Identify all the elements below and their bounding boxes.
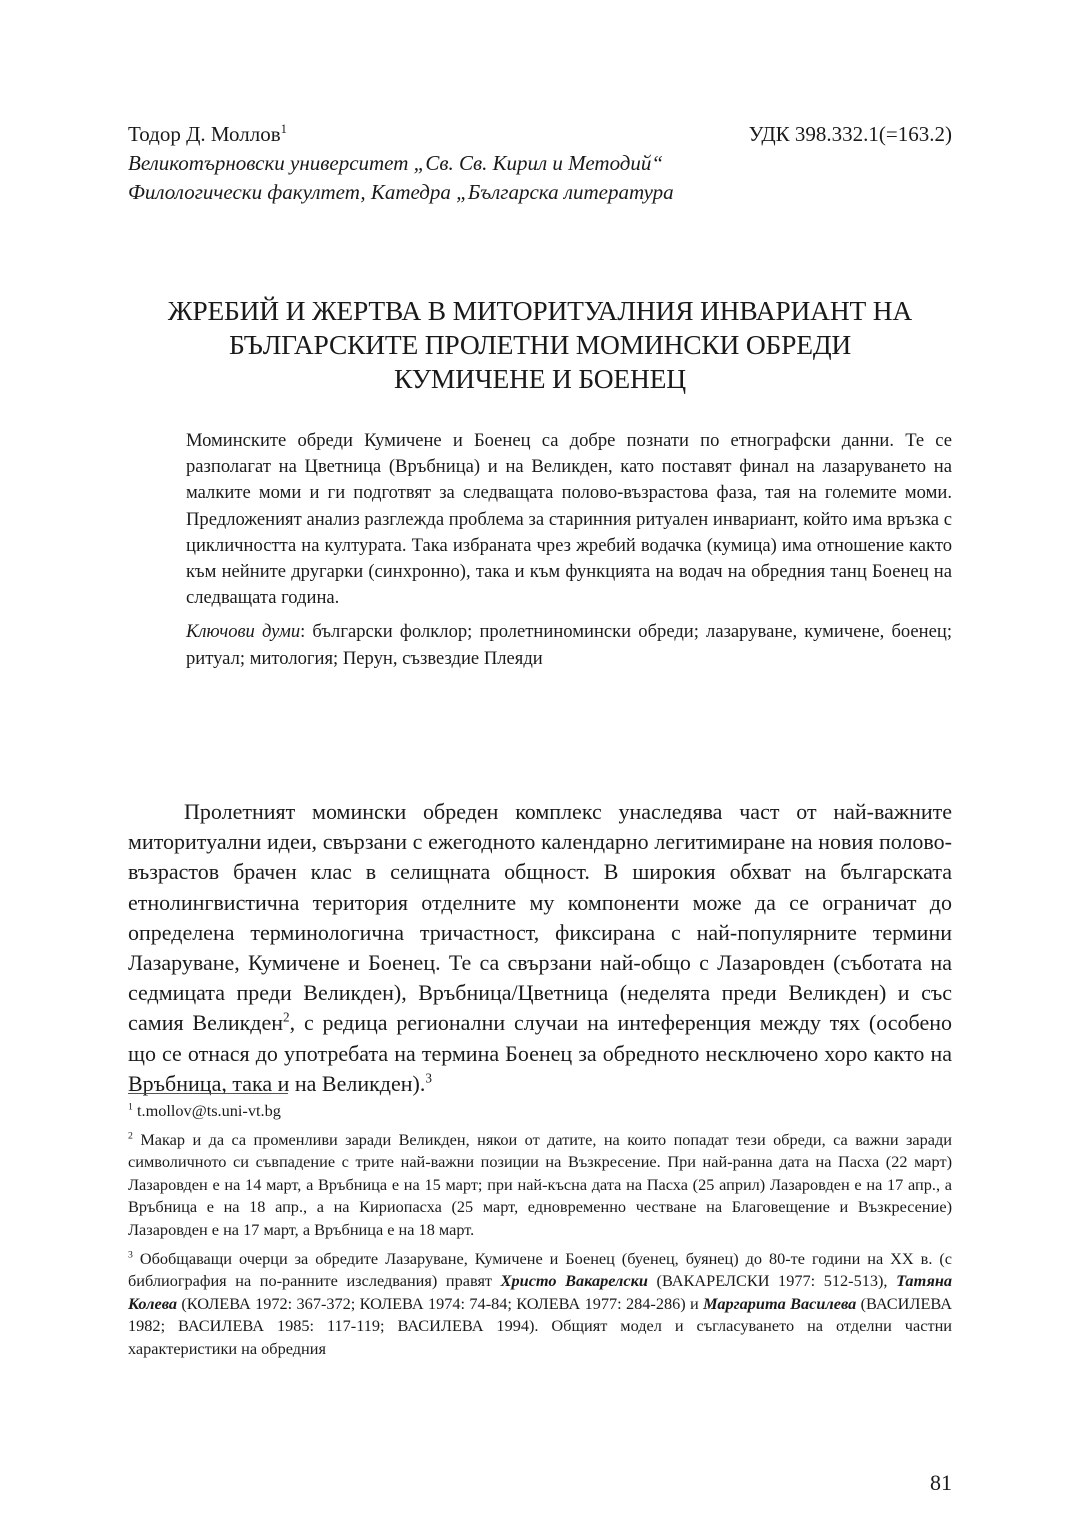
article-header	[128, 120, 952, 207]
abstract-text: Моминските обреди Кумичене и Боенец са добре познати по етнографски данни. Те се разполагат на Цветница (Връбница) и на Великден, като поставят финал на лазаруването на малките моми и ги подготвят за следващата полово-възрастова фаза, тая на големите моми. Предложеният анализ разглежда проблема за старинния ритуален инвариант, който има връзка с цикличността на културата. Така избраната чрез жребий водачка (кумица) има отношение както към нейните другарки (синхронно), така и към функцията на водач на обредния танц Боенец на следващата година.	[186, 430, 952, 609]
affiliation-department: Филологически факултет, Катедра „Българска литература	[128, 180, 674, 204]
footnote-text: Обобщаващи очерци за обредите Лазаруване, Кумичене и Боенец (буенец, буянец) до 80-те години на XX в. (с библиография на по-ранните изследвания) правят	[128, 1248, 952, 1291]
author-row	[128, 120, 952, 149]
title-line-2: БЪЛГАРСКИТЕ ПРОЛЕТНИ МОМИНСКИ ОБРЕДИ	[228, 329, 852, 360]
body-text	[128, 797, 952, 1099]
keywords	[186, 619, 952, 671]
footnote-text: (ВАКАРЕЛСКИ 1977: 512-513),	[647, 1271, 897, 1291]
article-title	[128, 294, 952, 396]
footnotes	[128, 1100, 952, 1367]
affiliation-university: Великотърновски университет „Св. Св. Кирил и Методий“	[128, 151, 664, 175]
keywords-label: Ключови думи	[186, 621, 301, 643]
page-number: 81	[930, 1470, 952, 1495]
footnote-ref-3[interactable]: 3	[425, 1070, 432, 1086]
footnote-number: 2	[128, 1130, 133, 1142]
keywords-text: : български фолклор; пролетниномински обреди; лазаруване, кумичене, боенец; ритуал; митология; Перун, съзвездие Плеяди	[186, 621, 953, 669]
footnote-text: (КОЛЕВА 1972: 367-372; КОЛЕВА 1974: 74-84; КОЛЕВА 1977: 284-286) и	[177, 1293, 704, 1313]
body-paragraph	[128, 797, 952, 1099]
abstract	[186, 428, 952, 672]
footnote-text: (ВАСИЛЕВА 1982; ВАСИЛЕВА 1985: 117-119; ВАСИЛЕВА 1994). Общият модел и съгласуването на отделни частни характеристики на обредния	[128, 1293, 953, 1358]
footnote-number: 3	[128, 1249, 133, 1261]
cited-author-name: Христо Вакарелски	[500, 1271, 648, 1291]
footnote-ref-2[interactable]: 2	[283, 1010, 290, 1026]
udc-code: УДК 398.332.1(=163.2)	[748, 122, 952, 146]
title-line-1: ЖРЕБИЙ И ЖЕРТВА В МИТОРИТУАЛНИЯ ИНВАРИАНТ НА	[167, 295, 913, 326]
author-name-text: Тодор Д. Моллов	[128, 122, 281, 146]
body-paragraph-text-1: Пролетният момински обреден комплекс унаследява част от най-важните миторитуални идеи, свързани с ежегодното календарно легитимиране на новия полово-възрастов брачен клас в селищната общност. В широкия обхват на българската етнолингвистична територия отделните му компоненти може да се ограничат до определена терминологична тричастност, фиксирана с най-популярните термини Лазаруване, Кумичене и Боенец. Те са свързани най-общо с Лазаровден (съботата на седмицата преди Великден), Връбница/Цветница (неделята преди Великден) и със самия Великден	[128, 799, 952, 1036]
footnote-ref-1[interactable]: 1	[280, 122, 287, 136]
footnote-2	[128, 1129, 952, 1242]
author-email-link[interactable]: t.mollov@ts.uni-vt.bg	[136, 1101, 281, 1120]
footnote-text: Макар и да са променливи заради Великден, някои от датите, на които попадат тези обреди, са важни заради символичното си съвпадение с трите най-важни позиции на Възкресение. При най-ранна дата на Пасха (22 март) Лазаровден е на 14 март, а Връбница е на 15 март; при най-късна дата на Пасха (25 април) Лазаровден е на 17 апр., а Връбница е на 18 апр., а на Кириопасха (25 март, едновременно честване на Благовещение и Възкресение) Лазаровден е на 17 март, а Връбница е на 18 март.	[128, 1129, 952, 1239]
footnote-3	[128, 1248, 952, 1361]
body-paragraph-text-2: , с редица регионални случаи на интеференция между тях (особено що се отнася до употребата на термина Боенец за обредното несключено хоро както на Връбница, така и на Великден).	[128, 1010, 952, 1096]
title-line-3: КУМИЧЕНЕ И БОЕНЕЦ	[394, 363, 686, 394]
cited-author-name: Маргарита Василева	[703, 1293, 857, 1313]
author-name	[128, 120, 287, 149]
cited-author-name: Татяна Колева	[128, 1271, 953, 1313]
footnote-1	[128, 1100, 952, 1123]
footnote-number: 1	[128, 1101, 133, 1113]
footnote-separator	[128, 1093, 288, 1094]
